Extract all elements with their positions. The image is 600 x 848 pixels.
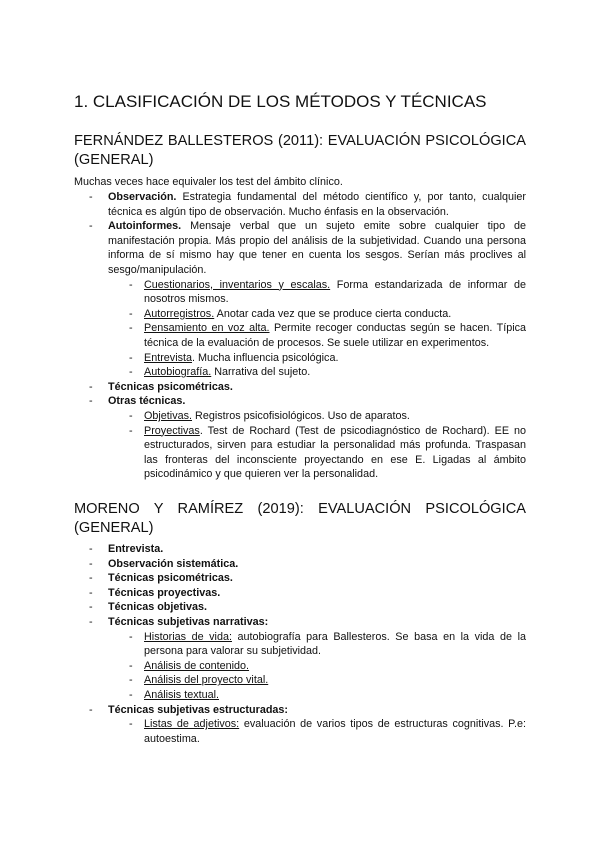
item-text: Narrativa del sujeto. bbox=[211, 366, 311, 379]
bullet-dash: - bbox=[89, 586, 93, 599]
bullet-dash: - bbox=[129, 424, 133, 437]
section-list-moreno bbox=[0, 542, 600, 746]
item-text: Estrategia fundamental del método científico y, por tanto, cualquier técnica es algún tipo de observación. Mucho énfasis en la observación. bbox=[108, 191, 526, 218]
item-text: Permite recoger conductas según se hacen. Típica técnica de la evaluación de procesos. Se suele utilizar en experimentos. bbox=[144, 322, 526, 349]
bullet-dash: - bbox=[129, 307, 133, 320]
item-term: Listas de adjetivos: bbox=[144, 718, 240, 731]
item-text: . Test de Rochard (Test de psicodiagnóstico de Rochard). EE no estructurados, sirven para estudiar la personalidad más profunda. Traspasan las fronteras del inconsciente proyectando en ese E. Ligadas al ámbito psicodinámico y que quieren ver la personalidad. bbox=[144, 424, 526, 481]
list-item bbox=[0, 409, 526, 424]
list-item bbox=[0, 365, 526, 380]
item-term: Historias de vida: bbox=[144, 630, 232, 643]
bullet-dash: - bbox=[89, 572, 93, 585]
item-term: Técnicas psicométricas. bbox=[108, 572, 233, 585]
item-term: Análisis del proyecto vital. bbox=[144, 674, 269, 687]
bullet-dash: - bbox=[129, 278, 133, 291]
bullet-dash: - bbox=[129, 630, 133, 643]
item-term: Entrevista. bbox=[108, 543, 164, 555]
list-item bbox=[0, 586, 526, 601]
item-text: Mensaje verbal que un sujeto emite sobre cualquier tipo de manifestación propia. Más propio del análisis de la subjetividad. Cuando una persona informa de sí mismo hay que tener en cuenta los sesgos. Serían más proclives al sesgo/manipulación. bbox=[108, 220, 526, 276]
bullet-dash: - bbox=[129, 366, 133, 379]
list-item bbox=[0, 703, 526, 718]
item-term: Autorregistros. bbox=[144, 307, 215, 320]
bullet-dash: - bbox=[89, 543, 93, 555]
list-item bbox=[0, 542, 526, 557]
bullet-dash: - bbox=[89, 191, 93, 203]
list-item bbox=[0, 557, 526, 572]
bullet-dash: - bbox=[129, 322, 133, 335]
list-item bbox=[0, 190, 526, 219]
bullet-dash: - bbox=[129, 409, 133, 422]
list-item bbox=[0, 219, 526, 277]
item-term: Entrevista bbox=[144, 351, 193, 364]
bullet-dash: - bbox=[129, 718, 133, 731]
list-item bbox=[0, 278, 526, 307]
list-item bbox=[0, 688, 526, 703]
list-item bbox=[0, 351, 526, 366]
section-list-fernandez bbox=[0, 190, 600, 482]
item-text: autobiografía para Ballesteros. Se basa en la vida de la persona para valorar su subjetividad. bbox=[144, 630, 526, 658]
bullet-dash: - bbox=[129, 688, 133, 701]
item-term: Observación sistemática. bbox=[108, 557, 239, 570]
bullet-dash: - bbox=[129, 659, 133, 672]
bullet-dash: - bbox=[89, 601, 93, 614]
item-text: . Mucha influencia psicológica. bbox=[192, 351, 339, 364]
list-item bbox=[0, 600, 526, 615]
item-text: evaluación de varios tipos de estructuras cognitivas. P.e: autoestima. bbox=[144, 718, 526, 745]
list-item bbox=[0, 380, 526, 395]
item-term: Técnicas objetivas. bbox=[108, 601, 208, 614]
item-term: Técnicas psicométricas. bbox=[108, 380, 233, 393]
item-term: Proyectivas bbox=[144, 424, 200, 437]
bullet-dash: - bbox=[89, 557, 93, 570]
list-item bbox=[0, 630, 526, 659]
list-item bbox=[0, 307, 526, 322]
item-term: Otras técnicas. bbox=[108, 395, 186, 408]
item-term: Análisis de contenido. bbox=[144, 659, 250, 672]
item-term: Análisis textual. bbox=[144, 688, 220, 701]
list-item bbox=[0, 321, 526, 350]
bullet-dash: - bbox=[89, 395, 93, 408]
item-term: Técnicas subjetivas estructuradas: bbox=[108, 703, 289, 716]
list-item bbox=[0, 394, 526, 409]
section-heading-fernandez: FERNÁNDEZ BALLESTEROS (2011): EVALUACIÓN PSICOLÓGICA (GENERAL) bbox=[74, 133, 526, 168]
page-title: 1. CLASIFICACIÓN DE LOS MÉTODOS Y TÉCNICAS bbox=[74, 92, 487, 111]
bullet-dash: - bbox=[89, 380, 93, 393]
bullet-dash: - bbox=[89, 615, 93, 628]
bullet-dash: - bbox=[89, 703, 93, 716]
section-intro: Muchas veces hace equivaler los test del ámbito clínico. bbox=[74, 176, 343, 188]
bullet-dash: - bbox=[89, 220, 93, 233]
item-term: Autobiografía. bbox=[144, 366, 212, 379]
item-term: Pensamiento en voz alta. bbox=[144, 322, 270, 335]
bullet-dash: - bbox=[129, 351, 133, 364]
item-term: Cuestionarios, inventarios y escalas. bbox=[144, 278, 331, 291]
item-text: Registros psicofisiológicos. Uso de aparatos. bbox=[192, 409, 410, 422]
list-item bbox=[0, 615, 526, 630]
item-term: Técnicas subjetivas narrativas: bbox=[108, 615, 269, 628]
item-term: Técnicas proyectivas. bbox=[108, 586, 221, 599]
list-item bbox=[0, 424, 526, 482]
list-item bbox=[0, 571, 526, 586]
list-item bbox=[0, 717, 526, 746]
section-heading-moreno: MORENO Y RAMÍREZ (2019): EVALUACIÓN PSICOLÓGICA (GENERAL) bbox=[74, 501, 526, 536]
item-term: Autoinformes. bbox=[108, 220, 182, 233]
list-item bbox=[0, 673, 526, 688]
bullet-dash: - bbox=[129, 674, 133, 687]
item-term: Observación. bbox=[108, 191, 177, 203]
item-term: Objetivas. bbox=[144, 409, 193, 422]
item-text: Anotar cada vez que se produce cierta conducta. bbox=[214, 307, 452, 320]
item-text: Forma estandarizada de informar de nosotros mismos. bbox=[144, 278, 526, 306]
list-item bbox=[0, 659, 526, 674]
